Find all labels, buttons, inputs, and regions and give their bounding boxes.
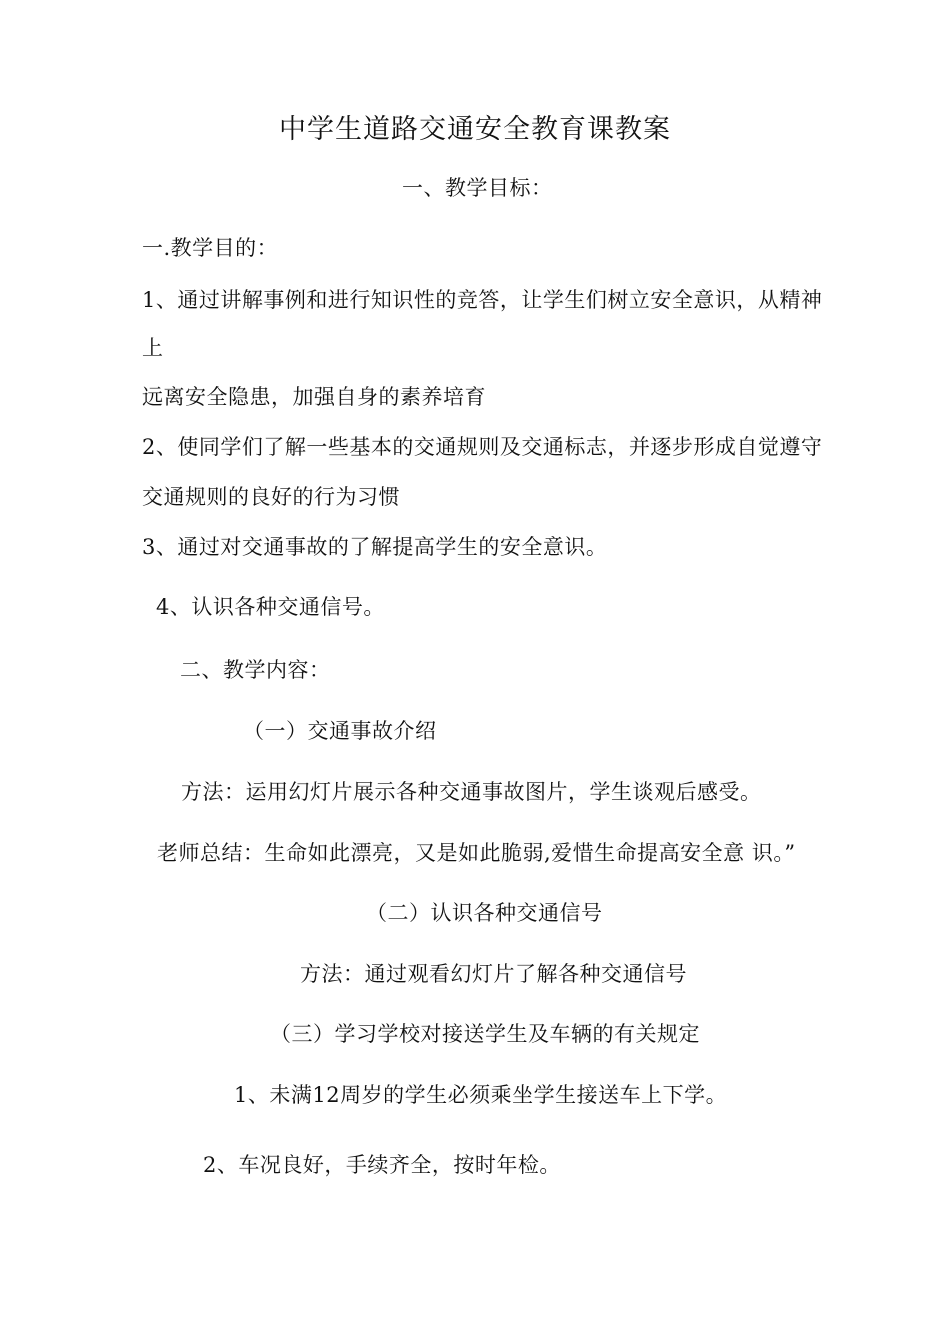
part-1-heading: （一）交通事故介绍	[243, 719, 437, 743]
goal-2-line-1: 2、使同学们了解一些基本的交通规则及交通标志，并逐步形成自觉遵守	[142, 435, 823, 459]
goal-3: 3、通过对交通事故的了解提高学生的安全意识。	[142, 535, 608, 559]
rule-1: 1、未满12周岁的学生必须乘坐学生接送车上下学。	[234, 1083, 728, 1107]
section-heading-goals: 一、教学目标：	[402, 176, 553, 200]
goal-1-line-1: 1、通过讲解事例和进行知识性的竞答，让学生们树立安全意识，从精神	[142, 288, 823, 312]
goal-4: 4、认识各种交通信号。	[156, 595, 385, 619]
part-1-summary: 老师总结：生命如此漂亮，又是如此脆弱,爱惜生命提高安全意 识。”	[157, 841, 796, 865]
goal-1-line-2: 上	[142, 336, 164, 360]
part-3-heading: （三）学习学校对接送学生及车辆的有关规定	[270, 1022, 700, 1046]
part-2-heading: （二）认识各种交通信号	[366, 901, 603, 925]
rule-2: 2、车况良好，手续齐全，按时年检。	[203, 1153, 561, 1177]
goal-1-line-3: 远离安全隐患，加强自身的素养培育	[142, 385, 486, 409]
document-title: 中学生道路交通安全教育课教案	[279, 114, 671, 145]
goal-2-line-2: 交通规则的良好的行为习惯	[142, 485, 400, 509]
part-1-method: 方法：运用幻灯片展示各种交通事故图片，学生谈观后感受。	[181, 780, 762, 804]
sub-heading-purpose: 一.教学目的：	[142, 236, 279, 260]
part-2-method: 方法：通过观看幻灯片了解各种交通信号	[300, 962, 687, 986]
section-heading-content: 二、教学内容：	[180, 658, 331, 682]
